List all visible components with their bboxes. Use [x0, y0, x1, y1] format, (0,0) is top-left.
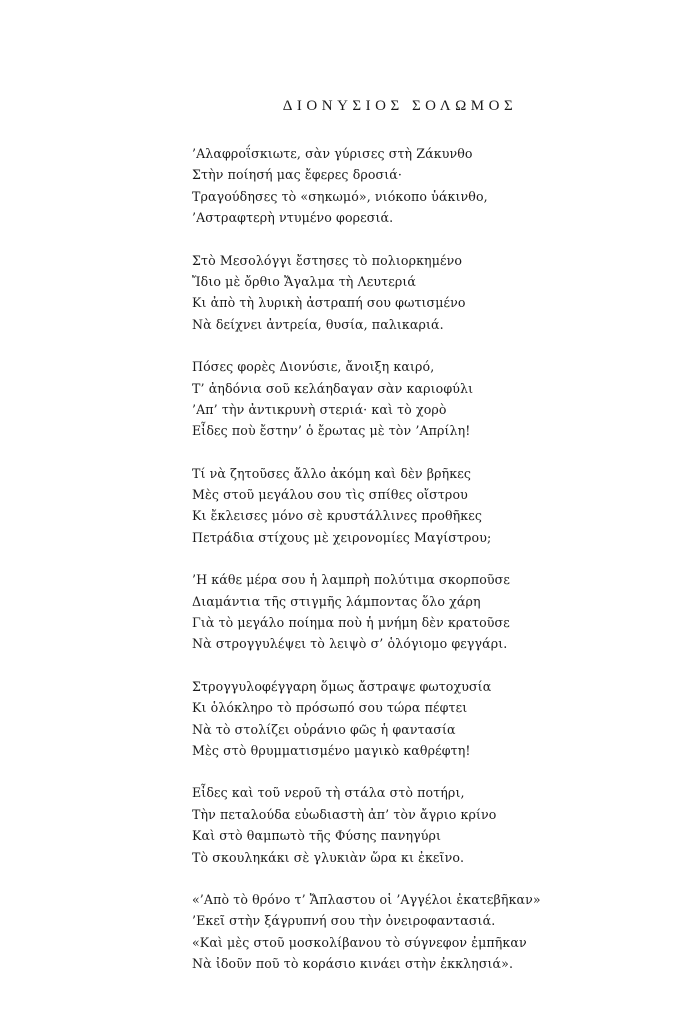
stanza — [192, 676, 672, 762]
poem-line: «Καὶ μὲς στοῦ μοσκολίβανου τὸ σύγνεφον ἐμπῆκαν — [192, 934, 527, 950]
poem-line: Καὶ στὸ θαμπωτὸ τῆς Φύσης πανηγύρι — [192, 828, 442, 844]
poem-line: Μὲς στὸ θρυμματισμένο μαγικὸ καθρέφτη! — [192, 742, 471, 758]
poem-line: Εἶδες καὶ τοῦ νεροῦ τὴ στάλα στὸ ποτήρι, — [192, 785, 465, 801]
stanza — [192, 143, 672, 229]
poem-line: Μὲς στοῦ μεγάλου σου τὶς σπίθες οἴστρου — [192, 487, 468, 503]
stanza — [192, 250, 672, 336]
poem-line: ’Αστραφτερὴ ντυμένο φορεσιά. — [192, 210, 394, 226]
poem-line: ’Εκεῖ στὴν ξάγρυπνή σου τὴν ὀνειροφαντασιά. — [192, 913, 496, 929]
poem — [192, 143, 672, 996]
poem-line: Τί νὰ ζητοῦσες ἄλλο ἀκόμη καὶ δὲν βρῆκες — [192, 465, 471, 481]
poem-line: Στὴν ποίησή μας ἔφερες δροσιά· — [192, 167, 403, 183]
poem-line: «’Απὸ τὸ θρόνο τ’ Ἄπλαστου οἱ ’Αγγέλοι ἐκατεβῆκαν» — [192, 891, 541, 907]
poem-line: Τ’ ἀηδόνια σοῦ κελάηδαγαν σὰν καριοφύλι — [192, 380, 474, 396]
poem-line: Στὸ Μεσολόγγι ἔστησες τὸ πολιορκημένο — [192, 252, 463, 268]
poem-line: Νὰ τὸ στολίζει οὐράνιο φῶς ἡ φαντασία — [192, 721, 456, 737]
poem-line: Νὰ στρογγυλέψει τὸ λειψὸ σ’ ὁλόγιομο φεγγάρι. — [192, 636, 508, 652]
stanza — [192, 782, 672, 868]
poem-line: ’Απ’ τὴν ἀντικρυνὴ στεριά· καὶ τὸ χορὸ — [192, 401, 447, 417]
poem-line: Γιὰ τὸ μεγάλο ποίημα ποὺ ἡ μνήμη δὲν κρατοῦσε — [192, 615, 510, 631]
poem-line: Πόσες φορὲς Διονύσιε, ἄνοιξη καιρό, — [192, 359, 435, 375]
poem-line: ’Η κάθε μέρα σου ἡ λαμπρὴ πολύτιμα σκορποῦσε — [192, 572, 510, 588]
stanza — [192, 356, 672, 442]
stanza — [192, 569, 672, 655]
poem-line: Νὰ δείχνει ἀντρεία, θυσία, παλικαριά. — [192, 316, 444, 332]
poem-line: Κι ὁλόκληρο τὸ πρόσωπό σου τώρα πέφτει — [192, 700, 468, 716]
poem-line: Πετράδια στίχους μὲ χειρονομίες Μαγίστρου; — [192, 529, 492, 545]
poem-line: Τὸ σκουληκάκι σὲ γλυκιὰν ὥρα κι ἐκεῖνο. — [192, 849, 465, 865]
poem-line: Εἶδες ποὺ ἔστην’ ὁ ἔρωτας μὲ τὸν ’Απρίλη! — [192, 423, 471, 439]
page-title: ΔΙΟΝΥΣΙΟΣ ΣΟΛΩΜΟΣ — [282, 98, 518, 114]
stanza — [192, 463, 672, 549]
stanza — [192, 889, 672, 975]
poem-line: Κι ἀπὸ τὴ λυρικὴ ἀστραπή σου φωτισμένο — [192, 295, 466, 311]
poem-line: ’Αλαφροΐσκιωτε, σὰν γύρισες στὴ Ζάκυνθο — [192, 146, 473, 161]
poem-line: Τραγούδησες τὸ «σηκωμό», νιόκοπο ὑάκινθο, — [192, 188, 488, 204]
poem-line: Κι ἔκλεισες μόνο σὲ κρυστάλλινες προθῆκες — [192, 508, 483, 524]
poem-line: Στρογγυλοφέγγαρη ὅμως ἄστραψε φωτοχυσία — [192, 678, 492, 694]
poem-line: Τὴν πεταλούδα εὐωδιαστὴ ἀπ’ τὸν ἄγριο κρίνο — [192, 806, 497, 822]
poem-line: Διαμάντια τῆς στιγμῆς λάμποντας ὅλο χάρη — [192, 593, 481, 609]
poem-line: Νὰ ἰδοῦν ποῦ τὸ κοράσιο κινάει στὴν ἐκκλησιά». — [192, 956, 514, 972]
poem-line: Ἴδιο μὲ ὄρθιο Ἄγαλμα τὴ Λευτεριά — [192, 273, 416, 289]
